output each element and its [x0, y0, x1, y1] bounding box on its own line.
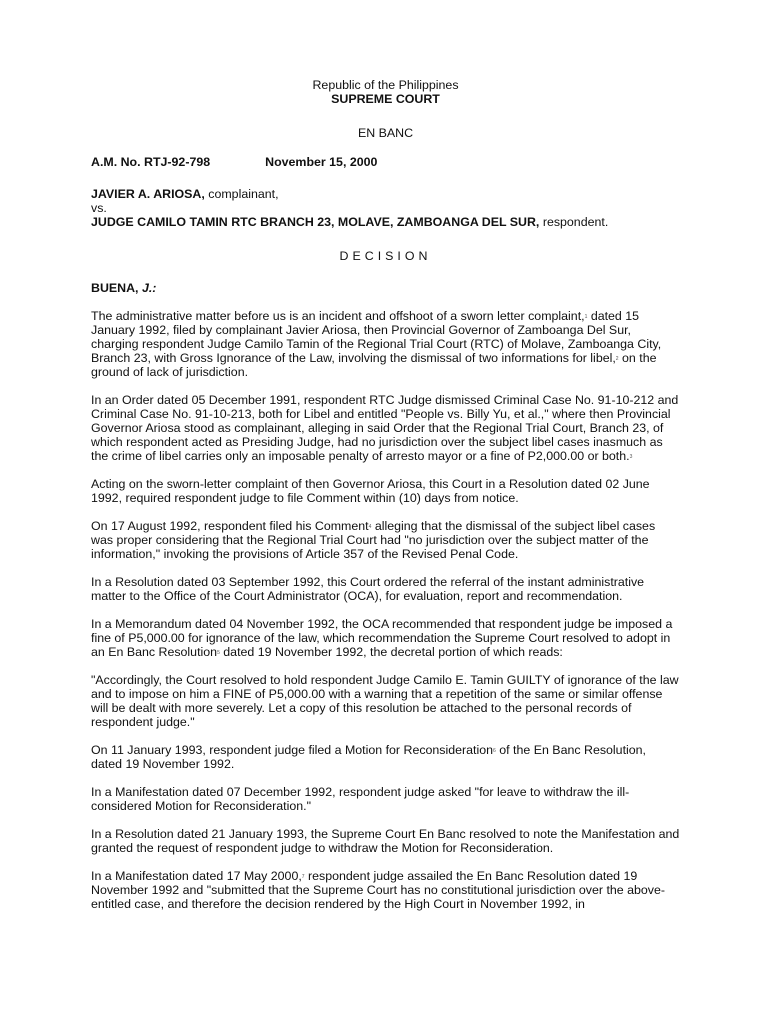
quoted-resolution: "Accordingly, the Court resolved to hold respondent Judge Camilo E. Tamin GUILTY of ignorance of the law and to impose on him a FINE of P5,000.00 with a warning that a repetition of the same or similar offense will be dealt with more severely. Let a copy of this resolution be attached to the personal records of respondent judge."	[91, 673, 679, 729]
paragraph-text: On 17 August 1992, respondent filed his Comment	[91, 519, 369, 533]
paragraph-text: of the En Banc Resolution, dated 19 November 1992.	[91, 743, 646, 771]
case-date: November 15, 2000	[265, 155, 378, 169]
footnote-link-5[interactable]: 5	[217, 650, 220, 656]
paragraph-2	[91, 393, 680, 463]
paragraph-6	[91, 617, 680, 659]
paragraph-9: In a Manifestation dated 07 December 1992, respondent judge asked "for leave to withdraw the ill-considered Motion for Reconsideration."	[91, 785, 630, 813]
republic-header: Republic of the Philippines	[312, 78, 459, 92]
paragraph-10: In a Resolution dated 21 January 1993, the Supreme Court En Banc resolved to note the Manifestation and granted the request of respondent judge to withdraw the Motion for Reconsideration.	[91, 827, 680, 855]
paragraph-text: dated 19 November 1992, the decretal portion of which reads:	[219, 645, 563, 659]
paragraph-8	[91, 743, 680, 771]
respondent-line	[91, 215, 680, 229]
case-parties	[91, 187, 680, 229]
case-number: A.M. No. RTJ-92-798	[91, 155, 211, 169]
respondent-role: respondent.	[539, 215, 609, 229]
division-header: EN BANC	[357, 126, 414, 140]
complainant-role: complainant,	[204, 187, 279, 201]
footnote-link-2[interactable]: 2	[615, 356, 619, 362]
paragraph-text: In a Manifestation dated 17 May 2000,	[91, 869, 302, 883]
footnote-link-1[interactable]: 1	[584, 314, 588, 320]
paragraph-11	[91, 869, 680, 911]
ponente-suffix: J.:	[141, 281, 157, 295]
footnote-link-7[interactable]: 7	[301, 874, 305, 880]
court-header: SUPREME COURT	[331, 92, 440, 106]
paragraph-text: respondent judge assailed the En Banc Resolution dated 19 November 1992 and "submitted that the Supreme Court has no constitutional jurisdiction over the above-entitled case, and therefore the decision rendered by the High Court in November 1992, in	[91, 869, 666, 911]
footnote-link-4[interactable]: 4	[368, 524, 372, 530]
paragraph-text: on the ground of lack of jurisdiction.	[91, 351, 657, 379]
decision-title: DECISION	[339, 249, 432, 263]
complainant-name: JAVIER A. ARIOSA,	[91, 187, 205, 201]
paragraph-4	[91, 519, 680, 561]
paragraph-text: The administrative matter before us is an incident and offshoot of a sworn letter complaint,	[91, 309, 585, 323]
paragraph-3: Acting on the sworn-letter complaint of then Governor Ariosa, this Court in a Resolution dated 02 June 1992, required respondent judge to file Comment within (10) days from notice.	[91, 477, 650, 505]
paragraph-text: On 11 January 1993, respondent judge filed a Motion for Reconsideration	[91, 743, 494, 757]
paragraph-text: In an Order dated 05 December 1991, respondent RTC Judge dismissed Criminal Case No. 91-10-212 and Criminal Case No. 91-10-213, both for Libel and entitled "People vs. Billy Yu, et al.," where then Provincial Governor Ariosa stood as complainant, alleging in said Order that the Regional Trial Court, Branch 23, of which respondent acted as Presiding Judge, had no jurisdiction over the subject libel cases inasmuch as the crime of libel carries only an imposable penalty of arresto mayor or a fine of P2,000.00 or both.	[91, 393, 679, 463]
respondent-name: JUDGE CAMILO TAMIN RTC BRANCH 23, MOLAVE, ZAMBOANGA DEL SUR,	[91, 215, 540, 229]
complainant-line	[91, 187, 680, 201]
paragraph-1	[91, 309, 680, 379]
footnote-link-3[interactable]: 3	[629, 454, 633, 460]
case-number-row	[91, 155, 680, 169]
paragraph-5: In a Resolution dated 03 September 1992, this Court ordered the referral of the instant administrative matter to the Office of the Court Administrator (OCA), for evaluation, report and recommendation.	[91, 575, 645, 603]
versus-line: vs.	[91, 201, 107, 215]
paragraph-text: alleging that the dismissal of the subject libel cases was proper considering that the Regional Trial Court had "no jurisdiction over the subject matter of the information," invoking the provisions of Article 357 of the Revised Penal Code.	[91, 519, 656, 561]
footnote-link-6[interactable]: 6	[493, 748, 496, 754]
paragraph-text: In a Memorandum dated 04 November 1992, the OCA recommended that respondent judge be imposed a fine of P5,000.00 for ignorance of the law, which recommendation the Supreme Court resolved to adopt in an En Banc Resolution	[91, 617, 673, 659]
ponente	[91, 281, 680, 295]
ponente-name: BUENA,	[91, 281, 142, 295]
paragraph-text: dated 15 January 1992, filed by complainant Javier Ariosa, then Provincial Governor of Zamboanga Del Sur, charging respondent Judge Camilo Tamin of the Regional Trial Court (RTC) of Molave, Zamboanga City, Branch 23, with Gross Ignorance of the Law, involving the dismissal of two informations for libel,	[91, 309, 662, 365]
